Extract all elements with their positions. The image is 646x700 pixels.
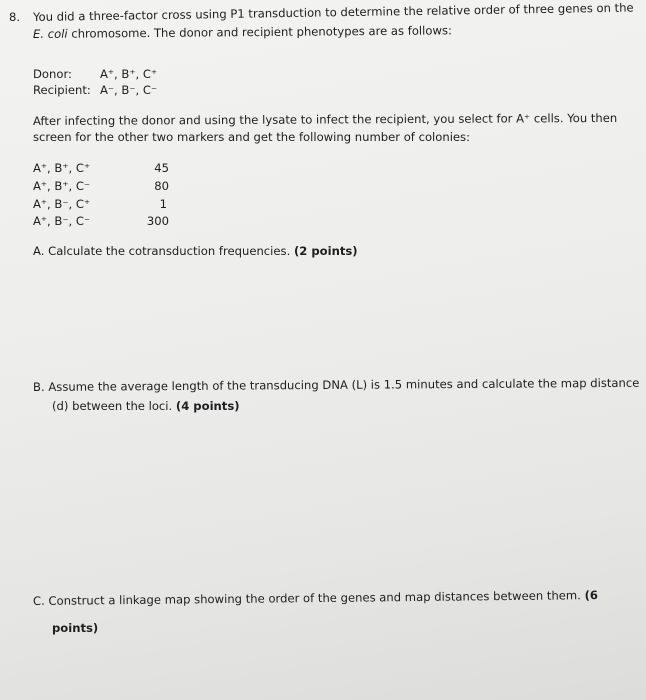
- part-b-question-line2: [52, 398, 240, 414]
- part-a-question: [33, 243, 358, 259]
- instructions-line1: After infecting the donor and using the lysate to infect the recipient, you select for A⁺ cells. You then: [32, 110, 618, 128]
- colony-count: 1: [159, 197, 167, 211]
- part-b-text: (d) between the loci.: [52, 399, 176, 413]
- part-b-question-line1: B. Assume the average length of the transducing DNA (L) is 1.5 minutes and calculate the map distance: [32, 375, 640, 394]
- part-c-points-start: (6: [584, 588, 599, 603]
- organism-name: E. coli: [32, 26, 68, 41]
- part-c-question-line2: [52, 620, 98, 636]
- instructions-line2: screen for the other two markers and get the following number of colonies:: [33, 130, 470, 144]
- part-c-points-end: points): [52, 621, 99, 635]
- part-a-points: (2 points): [293, 244, 358, 258]
- recipient-label: Recipient:: [33, 83, 91, 97]
- part-c-text: C. Construct a linkage map showing the order of the genes and map distances between them.: [32, 588, 585, 608]
- question-number: 8.: [9, 10, 21, 24]
- colony-genotype: A⁺, B⁻, C⁺: [33, 197, 91, 211]
- part-b-points: (4 points): [175, 399, 240, 413]
- colony-count: 45: [154, 161, 169, 175]
- part-a-text: A. Calculate the cotransduction frequencies.: [33, 244, 294, 258]
- recipient-phenotype: A⁻, B⁻, C⁻: [100, 83, 158, 97]
- question-prompt-line1: You did a three-factor cross using P1 transduction to determine the relative order of three genes on the: [32, 0, 634, 24]
- colony-count: 80: [154, 179, 169, 193]
- colony-genotype: A⁺, B⁻, C⁻: [33, 214, 91, 228]
- question-prompt-line2-rest: chromosome. The donor and recipient phenotypes are as follows:: [67, 23, 452, 41]
- colony-count: 300: [146, 214, 169, 228]
- colony-genotype: A⁺, B⁺, C⁺: [33, 161, 91, 175]
- colony-genotype: A⁺, B⁺, C⁻: [33, 179, 91, 193]
- part-c-question-line1: [33, 587, 598, 609]
- donor-label: Donor:: [33, 67, 72, 81]
- question-prompt-line2: [33, 22, 452, 42]
- donor-phenotype: A⁺, B⁺, C⁺: [100, 67, 158, 81]
